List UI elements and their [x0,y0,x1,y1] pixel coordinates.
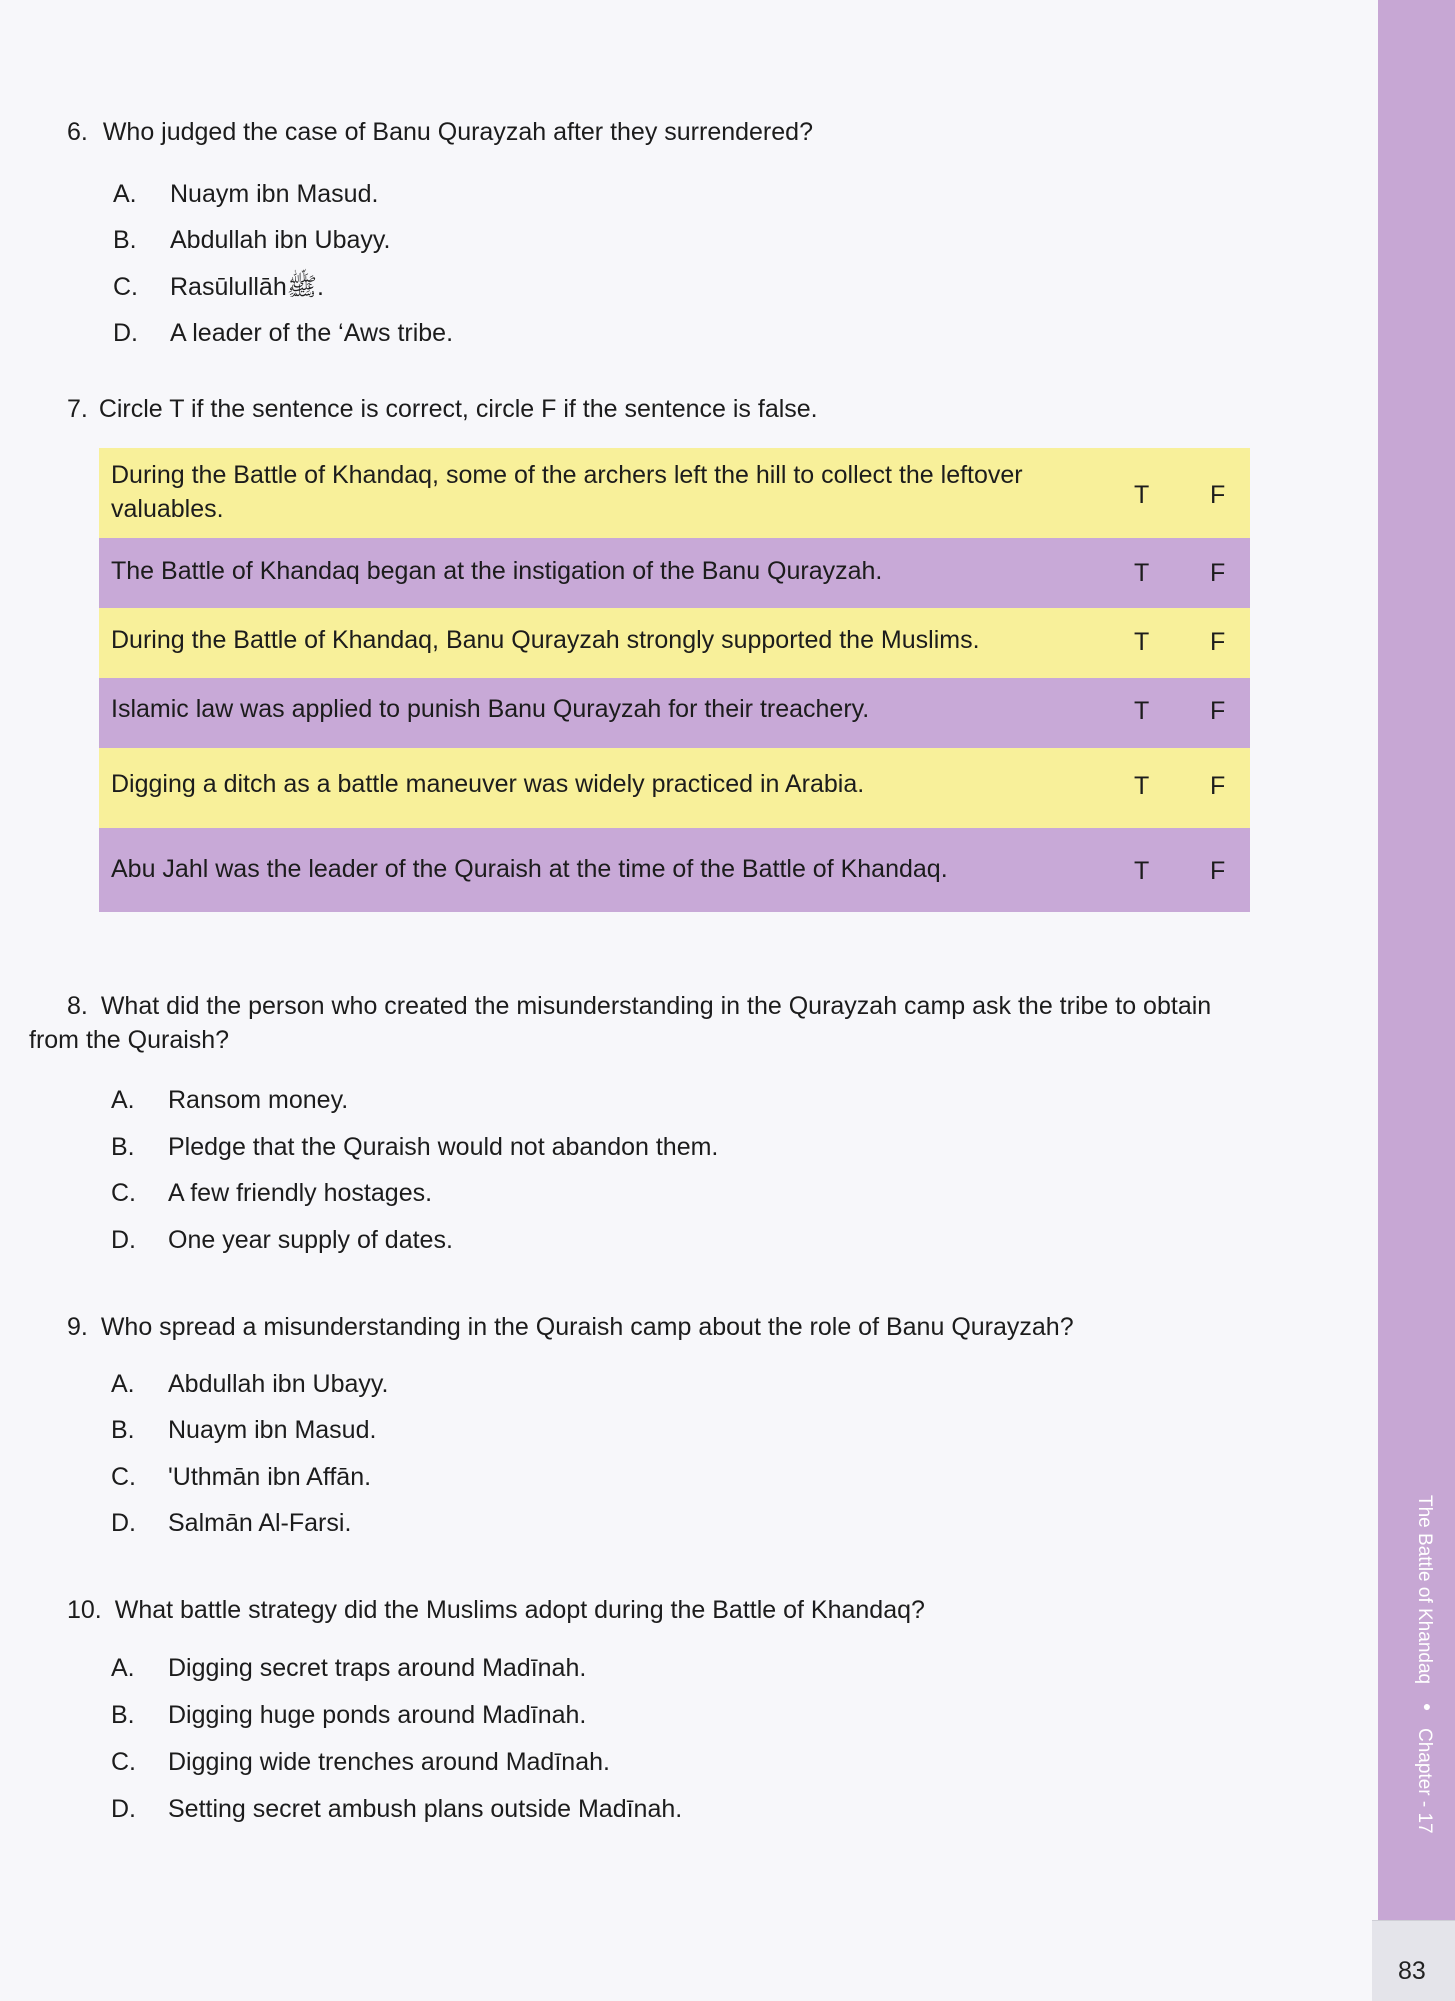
question-text: What did the person who created the misunderstanding in the Qurayzah camp ask the tribe to obtain [100,992,1212,1020]
question-text: from the Quraish? [29,1026,230,1054]
option-text: Digging wide trenches around Madīnah. [168,1748,610,1776]
tf-statement: Abu Jahl was the leader of the Quraish at the time of the Battle of Khandaq. [111,855,948,883]
option-letter: A. [113,180,137,208]
question-number: 6. [67,118,88,146]
option-letter: B. [113,226,137,254]
option-text: Digging secret traps around Madīnah. [168,1654,587,1682]
false-option[interactable]: F [1210,697,1226,725]
tf-statement: Islamic law was applied to punish Banu Qurayzah for their treachery. [111,695,870,723]
question-text: Who spread a misunderstanding in the Quraish camp about the role of Banu Qurayzah? [100,1313,1074,1341]
page-number: 83 [1398,1957,1426,1985]
option-text: Nuaym ibn Masud. [168,1416,377,1444]
option-text: One year supply of dates. [168,1226,453,1254]
option-letter: D. [113,319,138,347]
tf-row [99,608,1250,678]
tf-statement: Digging a ditch as a battle maneuver was widely practiced in Arabia. [111,770,865,798]
question-text: Circle T if the sentence is correct, circle F if the sentence is false. [98,395,818,423]
true-option[interactable]: T [1134,481,1150,509]
tf-statement: The Battle of Khandaq began at the instigation of the Banu Qurayzah. [111,557,883,585]
true-option[interactable]: T [1134,772,1150,800]
option-letter: C. [111,1179,136,1207]
option-letter: D. [111,1795,136,1823]
option-letter: B. [111,1416,135,1444]
option-text: Rasūlullāhﷺ. [170,273,324,301]
true-option[interactable]: T [1134,857,1150,885]
option-text: Salmān Al-Farsi. [168,1509,352,1537]
option-text: A few friendly hostages. [168,1179,433,1207]
option-text: Abdullah ibn Ubayy. [170,226,391,254]
option-letter: C. [113,273,138,301]
option-text: Ransom money. [168,1086,349,1114]
question-number: 8. [67,992,88,1020]
tf-row [99,748,1250,828]
false-option[interactable]: F [1210,857,1226,885]
chapter-side-label [1395,1495,1435,1895]
option-text: Nuaym ibn Masud. [170,180,379,208]
question-8-continuation [29,1024,229,1056]
option-letter: C. [111,1463,136,1491]
question-text: Who judged the case of Banu Qurayzah after they surrendered? [102,118,813,146]
option-letter: A. [111,1370,135,1398]
tf-row [99,828,1250,912]
true-option[interactable]: T [1134,697,1150,725]
true-option[interactable]: T [1134,559,1150,587]
tf-statement: During the Battle of Khandaq, some of the archers left the hill to collect the leftover valuables. [111,461,1023,523]
option-text: A leader of the ‘Aws tribe. [170,319,454,347]
option-text: 'Uthmān ibn Affān. [168,1463,372,1491]
option-letter: A. [111,1086,135,1114]
book-section-title: The Battle of Khandaq [1414,1495,1435,1685]
question-number: 7. [67,395,88,423]
option-text: Abdullah ibn Ubayy. [168,1370,389,1398]
false-option[interactable]: F [1210,628,1226,656]
question-number: 10. [67,1596,102,1624]
bullet-dot-icon: ● [1419,1698,1435,1715]
tf-row [99,448,1250,538]
question-6 [67,116,813,148]
option-text: Digging huge ponds around Madīnah. [168,1701,587,1729]
option-text: Setting secret ambush plans outside Madīnah. [168,1795,683,1823]
option-letter: B. [111,1701,135,1729]
tf-row [99,678,1250,748]
tf-statement: During the Battle of Khandaq, Banu Qurayzah strongly supported the Muslims. [111,626,980,654]
question-text: What battle strategy did the Muslims adopt during the Battle of Khandaq? [114,1596,925,1624]
option-letter: D. [111,1509,136,1537]
question-8 [67,990,1211,1022]
false-option[interactable]: F [1210,772,1226,800]
option-letter: B. [111,1133,135,1161]
false-option[interactable]: F [1210,481,1226,509]
question-10 [67,1594,925,1626]
option-text: Pledge that the Quraish would not abandon them. [168,1133,719,1161]
question-7 [67,393,818,425]
tf-row [99,538,1250,608]
question-9 [67,1311,1074,1343]
option-letter: D. [111,1226,136,1254]
chapter-label: Chapter - 17 [1414,1728,1435,1834]
option-letter: C. [111,1748,136,1776]
option-letter: A. [111,1654,135,1682]
true-option[interactable]: T [1134,628,1150,656]
question-number: 9. [67,1313,88,1341]
false-option[interactable]: F [1210,559,1226,587]
